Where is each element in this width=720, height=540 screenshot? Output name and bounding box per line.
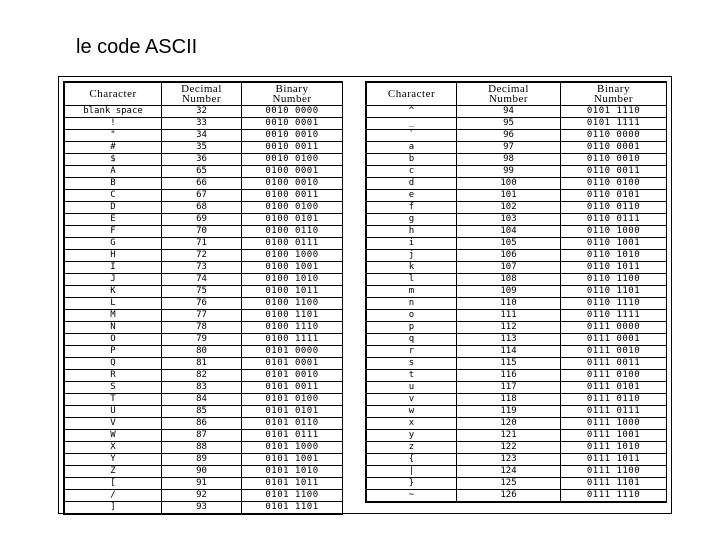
table-row <box>65 490 343 502</box>
character-cell: r <box>367 346 457 358</box>
table-row <box>65 298 343 310</box>
character-cell: i <box>367 238 457 250</box>
character-cell: { <box>367 454 457 466</box>
character-cell: P <box>65 346 162 358</box>
binary-cell: 0101 1100 <box>242 490 343 502</box>
character-cell: x <box>367 418 457 430</box>
decimal-cell: 110 <box>457 298 561 310</box>
binary-cell: 0110 1100 <box>561 274 667 286</box>
decimal-cell: 113 <box>457 334 561 346</box>
ascii-table-right-body <box>367 106 667 502</box>
character-cell: k <box>367 262 457 274</box>
decimal-cell: 86 <box>162 418 242 430</box>
table-row <box>367 190 667 202</box>
character-cell: / <box>65 490 162 502</box>
binary-cell: 0100 1010 <box>242 274 343 286</box>
binary-cell: 0110 1101 <box>561 286 667 298</box>
character-cell: B <box>65 178 162 190</box>
binary-cell: 0101 1000 <box>242 442 343 454</box>
binary-cell: 0100 1111 <box>242 334 343 346</box>
table-row <box>367 286 667 298</box>
binary-cell: 0101 0100 <box>242 394 343 406</box>
binary-cell: 0111 0110 <box>561 394 667 406</box>
decimal-cell: 85 <box>162 406 242 418</box>
table-row <box>367 322 667 334</box>
table-row <box>65 190 343 202</box>
binary-cell: 0110 0100 <box>561 178 667 190</box>
decimal-cell: 82 <box>162 370 242 382</box>
decimal-cell: 84 <box>162 394 242 406</box>
decimal-cell: 71 <box>162 238 242 250</box>
decimal-cell: 103 <box>457 214 561 226</box>
decimal-cell: 72 <box>162 250 242 262</box>
binary-cell: 0111 0111 <box>561 406 667 418</box>
table-row <box>65 202 343 214</box>
decimal-cell: 115 <box>457 358 561 370</box>
decimal-cell: 78 <box>162 322 242 334</box>
table-row <box>65 382 343 394</box>
binary-cell: 0101 1011 <box>242 478 343 490</box>
decimal-cell: 108 <box>457 274 561 286</box>
table-row <box>367 478 667 490</box>
character-cell: f <box>367 202 457 214</box>
character-cell: E <box>65 214 162 226</box>
character-cell: v <box>367 394 457 406</box>
table-row <box>65 394 343 406</box>
decimal-cell: 118 <box>457 394 561 406</box>
character-cell: R <box>65 370 162 382</box>
decimal-cell: 88 <box>162 442 242 454</box>
binary-cell: 0110 0110 <box>561 202 667 214</box>
table-row <box>65 238 343 250</box>
decimal-cell: 92 <box>162 490 242 502</box>
character-cell: U <box>65 406 162 418</box>
decimal-column-header: Decimal Number <box>457 83 561 106</box>
character-cell: w <box>367 406 457 418</box>
table-row <box>65 262 343 274</box>
table-row <box>367 226 667 238</box>
binary-cell: 0110 1000 <box>561 226 667 238</box>
decimal-cell: 80 <box>162 346 242 358</box>
character-cell: ` <box>367 130 457 142</box>
table-row <box>367 106 667 118</box>
binary-cell: 0110 0011 <box>561 166 667 178</box>
binary-cell: 0101 1111 <box>561 118 667 130</box>
ascii-table-left <box>63 81 343 515</box>
character-cell: h <box>367 226 457 238</box>
table-row <box>367 130 667 142</box>
decimal-cell: 106 <box>457 250 561 262</box>
character-cell: H <box>65 250 162 262</box>
table-row <box>367 430 667 442</box>
decimal-cell: 34 <box>162 130 242 142</box>
binary-cell: 0111 0001 <box>561 334 667 346</box>
binary-cell: 0111 0010 <box>561 346 667 358</box>
table-row <box>65 166 343 178</box>
binary-cell: 0010 0100 <box>242 154 343 166</box>
table-row <box>367 202 667 214</box>
character-cell: O <box>65 334 162 346</box>
binary-cell: 0100 0011 <box>242 190 343 202</box>
binary-cell: 0110 1001 <box>561 238 667 250</box>
table-row <box>65 406 343 418</box>
decimal-cell: 87 <box>162 430 242 442</box>
binary-cell: 0010 0011 <box>242 142 343 154</box>
character-cell: b <box>367 154 457 166</box>
binary-cell: 0100 0110 <box>242 226 343 238</box>
character-cell: } <box>367 478 457 490</box>
table-row <box>65 226 343 238</box>
table-row <box>367 490 667 502</box>
binary-cell: 0111 1001 <box>561 430 667 442</box>
table-row <box>65 478 343 490</box>
decimal-cell: 107 <box>457 262 561 274</box>
decimal-cell: 90 <box>162 466 242 478</box>
character-cell: D <box>65 202 162 214</box>
binary-cell: 0100 0001 <box>242 166 343 178</box>
table-row <box>367 298 667 310</box>
binary-cell: 0110 1110 <box>561 298 667 310</box>
decimal-cell: 67 <box>162 190 242 202</box>
decimal-cell: 91 <box>162 478 242 490</box>
character-cell: G <box>65 238 162 250</box>
decimal-cell: 98 <box>457 154 561 166</box>
character-cell: | <box>367 466 457 478</box>
binary-column-header: Binary Number <box>242 83 343 106</box>
character-cell: X <box>65 442 162 454</box>
binary-cell: 0010 0001 <box>242 118 343 130</box>
character-column-header: Character <box>367 83 457 106</box>
table-row <box>65 322 343 334</box>
binary-cell: 0110 0000 <box>561 130 667 142</box>
character-cell: m <box>367 286 457 298</box>
table-header-row <box>65 83 343 106</box>
table-row <box>367 466 667 478</box>
binary-cell: 0110 0111 <box>561 214 667 226</box>
binary-cell: 0101 1001 <box>242 454 343 466</box>
binary-cell: 0110 1010 <box>561 250 667 262</box>
binary-cell: 0101 1110 <box>561 106 667 118</box>
character-cell: e <box>367 190 457 202</box>
decimal-column-header: Decimal Number <box>162 83 242 106</box>
character-cell: S <box>65 382 162 394</box>
table-row <box>65 430 343 442</box>
decimal-cell: 74 <box>162 274 242 286</box>
binary-cell: 0100 0010 <box>242 178 343 190</box>
decimal-cell: 121 <box>457 430 561 442</box>
decimal-cell: 97 <box>457 142 561 154</box>
character-cell: Y <box>65 454 162 466</box>
table-row <box>367 394 667 406</box>
binary-cell: 0010 0010 <box>242 130 343 142</box>
character-cell: W <box>65 430 162 442</box>
binary-cell: 0100 1001 <box>242 262 343 274</box>
table-row <box>65 250 343 262</box>
character-cell: n <box>367 298 457 310</box>
binary-cell: 0111 1110 <box>561 490 667 502</box>
binary-cell: 0111 0011 <box>561 358 667 370</box>
binary-cell: 0111 1101 <box>561 478 667 490</box>
binary-cell: 0111 0100 <box>561 370 667 382</box>
table-row <box>65 454 343 466</box>
character-cell: [ <box>65 478 162 490</box>
table-row <box>367 250 667 262</box>
table-row <box>65 442 343 454</box>
character-cell: o <box>367 310 457 322</box>
table-row <box>65 286 343 298</box>
decimal-cell: 120 <box>457 418 561 430</box>
decimal-cell: 119 <box>457 406 561 418</box>
decimal-cell: 32 <box>162 106 242 118</box>
table-row <box>65 214 343 226</box>
table-row <box>65 154 343 166</box>
decimal-cell: 123 <box>457 454 561 466</box>
decimal-cell: 124 <box>457 466 561 478</box>
decimal-cell: 94 <box>457 106 561 118</box>
decimal-cell: 111 <box>457 310 561 322</box>
decimal-cell: 77 <box>162 310 242 322</box>
character-cell: Q <box>65 358 162 370</box>
binary-cell: 0100 1101 <box>242 310 343 322</box>
ascii-table-right <box>365 81 667 503</box>
binary-cell: 0100 1110 <box>242 322 343 334</box>
table-row <box>367 334 667 346</box>
decimal-cell: 33 <box>162 118 242 130</box>
character-cell: y <box>367 430 457 442</box>
decimal-cell: 70 <box>162 226 242 238</box>
character-cell: ^ <box>367 106 457 118</box>
character-cell: F <box>65 226 162 238</box>
decimal-cell: 73 <box>162 262 242 274</box>
table-row <box>367 274 667 286</box>
table-row <box>65 358 343 370</box>
binary-cell: 0100 0111 <box>242 238 343 250</box>
table-row <box>65 466 343 478</box>
table-row <box>367 454 667 466</box>
table-row <box>65 370 343 382</box>
table-row <box>65 142 343 154</box>
character-cell: A <box>65 166 162 178</box>
decimal-cell: 66 <box>162 178 242 190</box>
binary-cell: 0100 0101 <box>242 214 343 226</box>
table-row <box>367 142 667 154</box>
binary-cell: 0101 0011 <box>242 382 343 394</box>
decimal-cell: 105 <box>457 238 561 250</box>
table-row <box>367 370 667 382</box>
decimal-cell: 75 <box>162 286 242 298</box>
binary-cell: 0111 1011 <box>561 454 667 466</box>
binary-cell: 0111 0000 <box>561 322 667 334</box>
decimal-cell: 96 <box>457 130 561 142</box>
table-header-row <box>367 83 667 106</box>
table-row <box>65 178 343 190</box>
binary-cell: 0101 1010 <box>242 466 343 478</box>
character-cell: j <box>367 250 457 262</box>
binary-cell: 0100 1011 <box>242 286 343 298</box>
character-cell: ~ <box>367 490 457 502</box>
decimal-cell: 126 <box>457 490 561 502</box>
character-cell: N <box>65 322 162 334</box>
character-cell: L <box>65 298 162 310</box>
binary-cell: 0111 1100 <box>561 466 667 478</box>
binary-cell: 0101 0110 <box>242 418 343 430</box>
character-cell: J <box>65 274 162 286</box>
binary-cell: 0111 0101 <box>561 382 667 394</box>
character-cell: ] <box>65 502 162 514</box>
ascii-table-frame <box>58 76 672 514</box>
decimal-cell: 93 <box>162 502 242 514</box>
character-cell: V <box>65 418 162 430</box>
decimal-cell: 89 <box>162 454 242 466</box>
decimal-cell: 65 <box>162 166 242 178</box>
character-cell: T <box>65 394 162 406</box>
decimal-cell: 102 <box>457 202 561 214</box>
decimal-cell: 101 <box>457 190 561 202</box>
table-row <box>65 118 343 130</box>
decimal-cell: 122 <box>457 442 561 454</box>
decimal-cell: 76 <box>162 298 242 310</box>
decimal-cell: 68 <box>162 202 242 214</box>
decimal-cell: 114 <box>457 346 561 358</box>
table-row <box>367 262 667 274</box>
character-column-header: Character <box>65 83 162 106</box>
character-cell: I <box>65 262 162 274</box>
binary-cell: 0101 0000 <box>242 346 343 358</box>
character-cell: K <box>65 286 162 298</box>
binary-cell: 0111 1000 <box>561 418 667 430</box>
binary-cell: 0100 1100 <box>242 298 343 310</box>
table-row <box>65 418 343 430</box>
decimal-cell: 100 <box>457 178 561 190</box>
character-cell: s <box>367 358 457 370</box>
table-row <box>367 178 667 190</box>
table-row <box>367 310 667 322</box>
character-cell: c <box>367 166 457 178</box>
ascii-table-left-grid <box>64 82 343 514</box>
binary-cell: 0010 0000 <box>242 106 343 118</box>
binary-cell: 0110 1011 <box>561 262 667 274</box>
binary-column-header: Binary Number <box>561 83 667 106</box>
binary-cell: 0110 0010 <box>561 154 667 166</box>
character-cell: Z <box>65 466 162 478</box>
decimal-cell: 116 <box>457 370 561 382</box>
binary-cell: 0110 0001 <box>561 142 667 154</box>
character-cell: t <box>367 370 457 382</box>
character-cell: u <box>367 382 457 394</box>
character-cell: $ <box>65 154 162 166</box>
binary-cell: 0101 1101 <box>242 502 343 514</box>
table-row <box>65 130 343 142</box>
character-cell: d <box>367 178 457 190</box>
character-cell: q <box>367 334 457 346</box>
character-cell: l <box>367 274 457 286</box>
table-row <box>65 334 343 346</box>
binary-cell: 0100 0100 <box>242 202 343 214</box>
decimal-cell: 99 <box>457 166 561 178</box>
decimal-cell: 69 <box>162 214 242 226</box>
ascii-table-left-body <box>65 106 343 514</box>
binary-cell: 0110 1111 <box>561 310 667 322</box>
character-cell: # <box>65 142 162 154</box>
table-row <box>367 382 667 394</box>
table-row <box>367 154 667 166</box>
character-cell: g <box>367 214 457 226</box>
decimal-cell: 81 <box>162 358 242 370</box>
table-row <box>65 310 343 322</box>
table-row <box>367 214 667 226</box>
decimal-cell: 79 <box>162 334 242 346</box>
character-cell: p <box>367 322 457 334</box>
decimal-cell: 36 <box>162 154 242 166</box>
table-row <box>367 166 667 178</box>
binary-cell: 0101 0010 <box>242 370 343 382</box>
character-cell: a <box>367 142 457 154</box>
binary-cell: 0111 1010 <box>561 442 667 454</box>
table-row <box>65 502 343 514</box>
table-row <box>367 346 667 358</box>
decimal-cell: 35 <box>162 142 242 154</box>
character-cell: _ <box>367 118 457 130</box>
table-row <box>65 274 343 286</box>
binary-cell: 0101 0111 <box>242 430 343 442</box>
binary-cell: 0101 0101 <box>242 406 343 418</box>
character-cell: " <box>65 130 162 142</box>
table-row <box>367 442 667 454</box>
slide-title: le code ASCII <box>76 36 198 58</box>
decimal-cell: 117 <box>457 382 561 394</box>
binary-cell: 0100 1000 <box>242 250 343 262</box>
table-row <box>367 238 667 250</box>
table-row <box>367 118 667 130</box>
decimal-cell: 95 <box>457 118 561 130</box>
decimal-cell: 109 <box>457 286 561 298</box>
decimal-cell: 104 <box>457 226 561 238</box>
ascii-table-right-grid <box>366 82 667 502</box>
table-row <box>367 418 667 430</box>
character-cell: C <box>65 190 162 202</box>
binary-cell: 0110 0101 <box>561 190 667 202</box>
decimal-cell: 112 <box>457 322 561 334</box>
table-row <box>367 406 667 418</box>
character-cell: M <box>65 310 162 322</box>
decimal-cell: 83 <box>162 382 242 394</box>
character-cell: ! <box>65 118 162 130</box>
character-cell: z <box>367 442 457 454</box>
binary-cell: 0101 0001 <box>242 358 343 370</box>
table-row <box>65 106 343 118</box>
table-row <box>65 346 343 358</box>
table-row <box>367 358 667 370</box>
decimal-cell: 125 <box>457 478 561 490</box>
character-cell: blank space <box>65 106 162 118</box>
